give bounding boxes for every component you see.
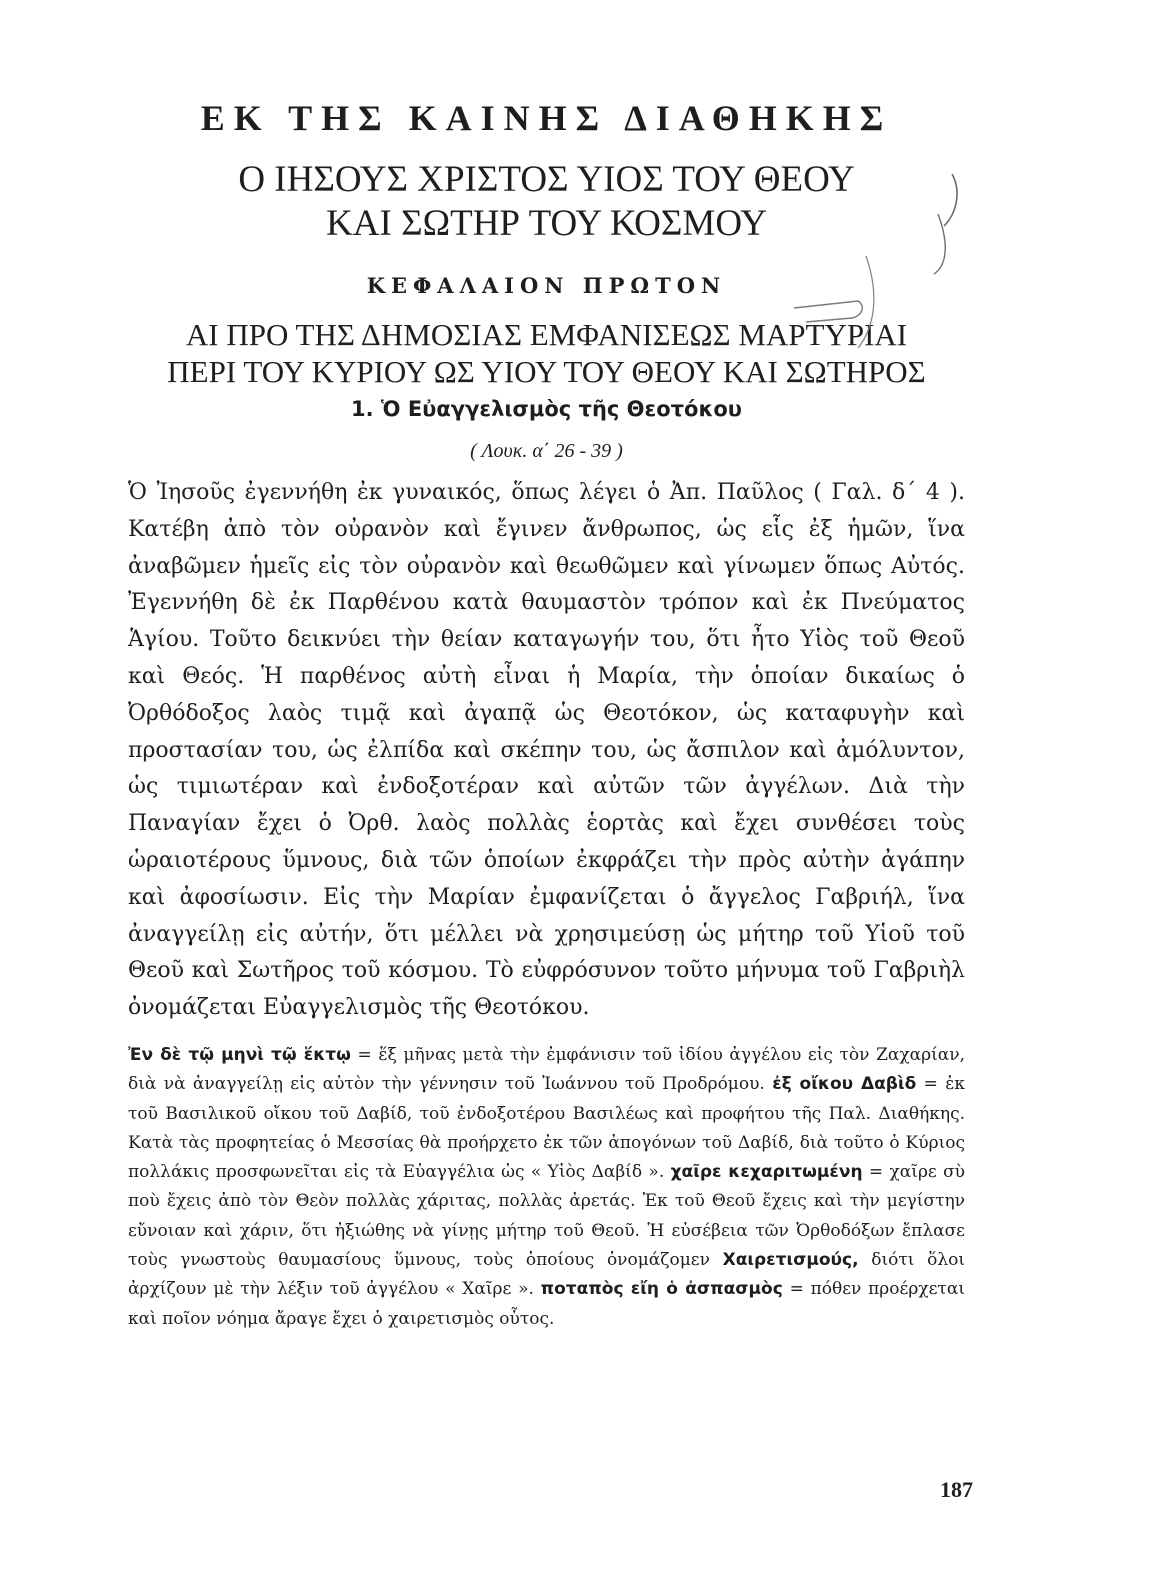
note-text: = ἐκ τοῦ Βασιλικοῦ οἴκου τοῦ Δαβίδ, τοῦ ἐνδοξοτέρου Βασιλέως καὶ προφήτου τῆς Παλ. Διαθήκης. Κατὰ τὰς προφητείας ὁ Μεσσίας θὰ προήρχετο ἐκ τῶν ἀπογόνων τοῦ Δαβίδ, διὰ τοῦτο ὁ Κύριος πολλάκις προσφωνεῖται εἰς τὰ Εὐαγγέλια ὡς « Υἱὸς Δαβίδ ». <box>128 1074 965 1183</box>
section-heading-line-2: ΠΕΡΙ ΤΟΥ ΚΥΡΙΟΥ ΩΣ ΥΙΟΥ ΤΟΥ ΘΕΟΥ ΚΑΙ ΣΩΤΗΡΟΣ <box>167 354 926 389</box>
main-title: ΕΚ ΤΗΣ ΚΑΙΝΗΣ ΔΙΑΘΗΚΗΣ <box>200 98 893 138</box>
section-heading-line-1: ΑΙ ΠΡΟ ΤΗΣ ΔΗΜΟΣΙΑΣ ΕΜΦΑΝΙΣΕΩΣ ΜΑΡΤΥΡΙΑΙ <box>185 317 908 352</box>
scripture-reference: ( Λουκ. α΄ 26 - 39 ) <box>470 440 623 462</box>
note-term: ποταπὸς εἴη ὁ ἀσπασμὸς <box>540 1279 783 1300</box>
subtitle-line-1: Ο ΙΗΣΟΥΣ ΧΡΙΣΤΟΣ ΥΙΟΣ ΤΟΥ ΘΕΟΥ <box>238 159 855 200</box>
notes-block <box>128 1041 965 1334</box>
note-term: Ἐν δὲ τῷ μηνὶ τῷ ἕκτῳ <box>128 1044 351 1065</box>
section-title: 1. Ὁ Εὐαγγελισμὸς τῆς Θεοτόκου <box>351 397 742 421</box>
note-text: = χαῖρε σὺ ποὺ ἔχεις ἀπὸ τὸν Θεὸν πολλὰς χάριτας, πολλὰς ἀρετάς. Ἐκ τοῦ Θεοῦ ἔχεις καὶ τὴν μεγίστην εὔνοιαν καὶ χάριν, ὅτι ἠξιώθης νὰ γίνῃς μήτηρ τοῦ Θεοῦ. Ἡ εὐσέβεια τῶν Ὀρθοδόξων ἔπλασε τοὺς γνωστοὺς θαυμασίους ὕμνους, τοὺς ὁποίους ὀνομάζομεν <box>128 1162 966 1271</box>
subtitle <box>128 158 965 246</box>
subtitle-line-2: ΚΑΙ ΣΩΤΗΡ ΤΟΥ ΚΟΣΜΟΥ <box>326 203 767 244</box>
chapter-label: ΚΕΦΑΛΑΙΟΝ ΠΡΩΤΟΝ <box>366 273 727 298</box>
note-term: Χαιρετισμούς, <box>722 1250 859 1271</box>
body-paragraph: Ὁ Ἰησοῦς ἐγεννήθη ἐκ γυναικός, ὅπως λέγει ὁ Ἀπ. Παῦλος ( Γαλ. δ΄ 4 ). Κατέβη ἀπὸ τὸν οὐρανὸν καὶ ἔγινεν ἄνθρωπος, ὡς εἷς ἐξ ἡμῶν, ἵνα ἀναβῶμεν ἡμεῖς εἰς τὸν οὐρανὸν καὶ θεωθῶμεν καὶ γίνωμεν ὅπως Αὐτός. Ἐγεννήθη δὲ ἐκ Παρθένου κατὰ θαυμαστὸν τρόπον καὶ ἐκ Πνεύματος Ἁγίου. Τοῦτο δεικνύει τὴν θείαν καταγωγήν του, ὅτι ἦτο Υἱὸς τοῦ Θεοῦ καὶ Θεός. Ἡ παρθένος αὐτὴ εἶναι ἡ Μαρία, τὴν ὁποίαν δικαίως ὁ Ὀρθόδοξος λαὸς τιμᾷ καὶ ἀγαπᾷ ὡς Θεοτόκον, ὡς καταφυγὴν καὶ προστασίαν του, ὡς ἐλπίδα καὶ σκέπην του, ὡς ἄσπιλον καὶ ἀμόλυντον, ὡς τιμιωτέραν καὶ ἐνδοξοτέραν καὶ αὐτῶν τῶν ἀγγέλων. Διὰ τὴν Παναγίαν ἔχει ὁ Ὀρθ. λαὸς πολλὰς ἑορτὰς καὶ ἔχει συνθέσει τοὺς ὡραιοτέρους ὕμνους, διὰ τῶν ὁποίων ἐκφράζει τὴν πρὸς αὐτὴν ἀγάπην καὶ ἀφοσίωσιν. Εἰς τὴν Μαρίαν ἐμφανίζεται ὁ ἄγγελος Γαβριήλ, ἵνα ἀναγγείλῃ εἰς αὐτήν, ὅτι μέλλει νὰ χρησιμεύσῃ ὡς μήτηρ τοῦ Υἱοῦ τοῦ Θεοῦ καὶ Σωτῆρος τοῦ κόσμου. Τὸ εὐφρόσυνον τοῦτο μήνυμα τοῦ Γαβριὴλ ὀνομάζεται Εὐαγγελισμὸς τῆς Θεοτόκου. <box>128 480 965 1021</box>
page-number: 187 <box>940 1477 973 1502</box>
book-page <box>0 96 1170 1596</box>
note-text: διότι ὅλοι ἀρχίζουν μὲ τὴν λέξιν τοῦ ἀγγέλου « Χαῖρε ». <box>128 1250 966 1300</box>
note-text: = ἕξ μῆνας μετὰ τὴν ἐμφάνισιν τοῦ ἰδίου ἀγγέλου εἰς τὸν Ζαχαρίαν, διὰ νὰ ἀναγγείλῃ εἰς αὐτὸν τὴν γέννησιν τοῦ Ἰωάννου τοῦ Προδρόμου. <box>128 1044 966 1095</box>
note-text: = πόθεν προέρχεται καὶ ποῖον νόημα ἄραγε ἔχει ὁ χαιρετισμὸς οὗτος. <box>128 1279 965 1329</box>
section-heading <box>128 316 965 390</box>
note-term: χαῖρε κεχαριτωμένη <box>670 1162 863 1183</box>
note-term: ἐξ οἴκου Δαβὶδ <box>772 1074 917 1095</box>
